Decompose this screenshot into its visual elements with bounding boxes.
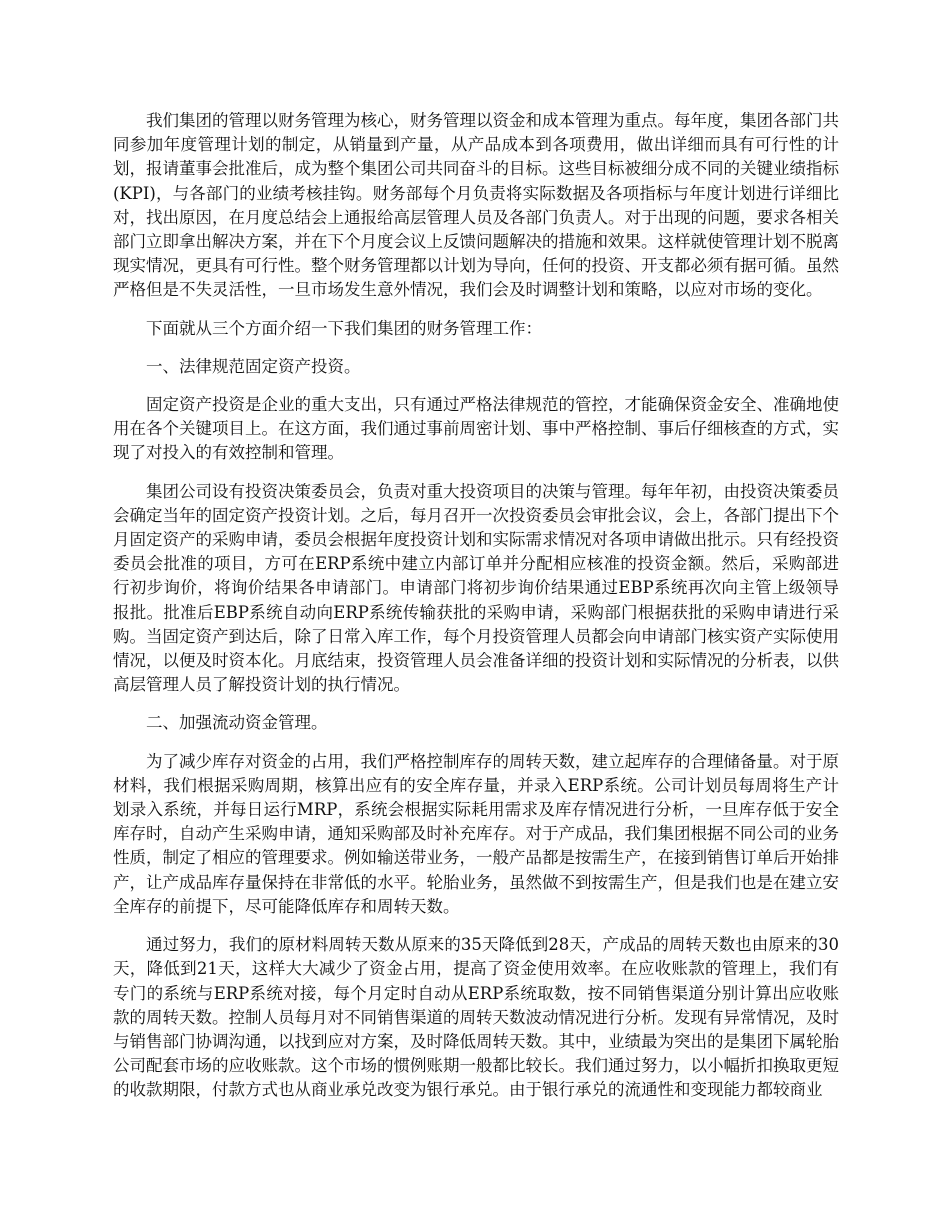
paragraph-intro: 我们集团的管理以财务管理为核心，财务管理以资金和成本管理为重点。每年度，集团各部门共同参加年度管理计划的制定，从销量到产量，从产品成本到各项费用，做出详细而具有可行性的计划，报请董事会批准后，成为整个集团公司共同奋斗的目标。这些目标被细分成不同的关键业绩指标(KPI)，与各部门的业绩考核挂钩。财务部每个月负责将实际数据及各项指标与年度计划进行详细比对，找出原因，在月度总结会上通报给高层管理人员及各部门负责人。对于出现的问题，要求各相关部门立即拿出解决方案，并在下个月度会议上反馈问题解决的措施和效果。这样就使管理计划不脱离现实情况，更具有可行性。整个财务管理都以计划为导向，任何的投资、开支都必须有据可循。虽然严格但是不失灵活性，一旦市场发生意外情况，我们会及时调整计划和策略，以应对市场的变化。 (113, 111, 839, 300)
paragraph-overview: 下面就从三个方面介绍一下我们集团的财务管理工作： (146, 318, 542, 338)
paragraph-fixed-asset-intro: 固定资产投资是企业的重大支出，只有通过严格法律规范的管控，才能确保资金安全、准确地使用在各个关键项目上。在这方面，我们通过事前周密计划、事中严格控制、事后仔细核查的方式，实现了对投入的有效控制和管理。 (113, 395, 839, 463)
document-body (113, 109, 839, 1117)
paragraph-inventory: 为了减少库存对资金的占用，我们严格控制库存的周转天数，建立起库存的合理储备量。对于原材料，我们根据采购周期，核算出应有的安全库存量，并录入ERP系统。公司计划员每周将生产计划录入系统，并每日运行MRP，系统会根据实际耗用需求及库存情况进行分析，一旦库存低于安全库存时，自动产生采购申请，通知采购部及时补充库存。对于产成品，我们集团根据不同公司的业务性质，制定了相应的管理要求。例如输送带业务，一般产品都是按需生产，在接到销售订单后开始排产，让产成品库存量保持在非常低的水平。轮胎业务，虽然做不到按需生产，但是我们也是在建立安全库存的前提下，尽可能降低库存和周转天数。 (113, 751, 839, 916)
section-heading-1: 一、法律规范固定资产投资。 (146, 356, 361, 376)
paragraph-receivables: 通过努力，我们的原材料周转天数从原来的35天降低到28天，产成品的周转天数也由原来的30天，降低到21天，这样大大减少了资金占用，提高了资金使用效率。在应收账款的管理上，我们有专门的系统与ERP系统对接，每个月定时自动从ERP系统取数，按不同销售渠道分别计算出应收账款的周转天数。控制人员每月对不同销售渠道的周转天数波动情况进行分析。发现有异常情况，及时与销售部门协调沟通，以找到应对方案，及时降低周转天数。其中，业绩最为突出的是集团下属轮胎公司配套市场的应收账款。这个市场的惯例账期一般都比较长。我们通过努力，以小幅折扣换取更短的收款期限，付款方式也从商业承兑改变为银行承兑。由于银行承兑的流通性和变现能力都较商业 (113, 935, 839, 1100)
section-heading-2: 二、加强流动资金管理。 (146, 713, 328, 733)
paragraph-investment-committee: 集团公司设有投资决策委员会，负责对重大投资项目的决策与管理。每年年初，由投资决策委员会确定当年的固定资产投资计划。之后，每月召开一次投资委员会审批会议，会上，各部门提出下个月固定资产的采购申请，委员会根据年度投资计划和实际需求情况对各项申请做出批示。只有经投资委员会批准的项目，方可在ERP系统中建立内部订单并分配相应核准的投资金额。然后，采购部进行初步询价，将询价结果各申请部门。申请部门将初步询价结果通过EBP系统再次向主管上级领导报批。批准后EBP系统自动向ERP系统传输获批的采购申请，采购部门根据获批的采购申请进行采购。当固定资产到达后，除了日常入库工作，每个月投资管理人员都会向申请部门核实资产实际使用情况，以便及时资本化。月底结束，投资管理人员会准备详细的投资计划和实际情况的分析表，以供高层管理人员了解投资计划的执行情况。 (113, 481, 839, 695)
